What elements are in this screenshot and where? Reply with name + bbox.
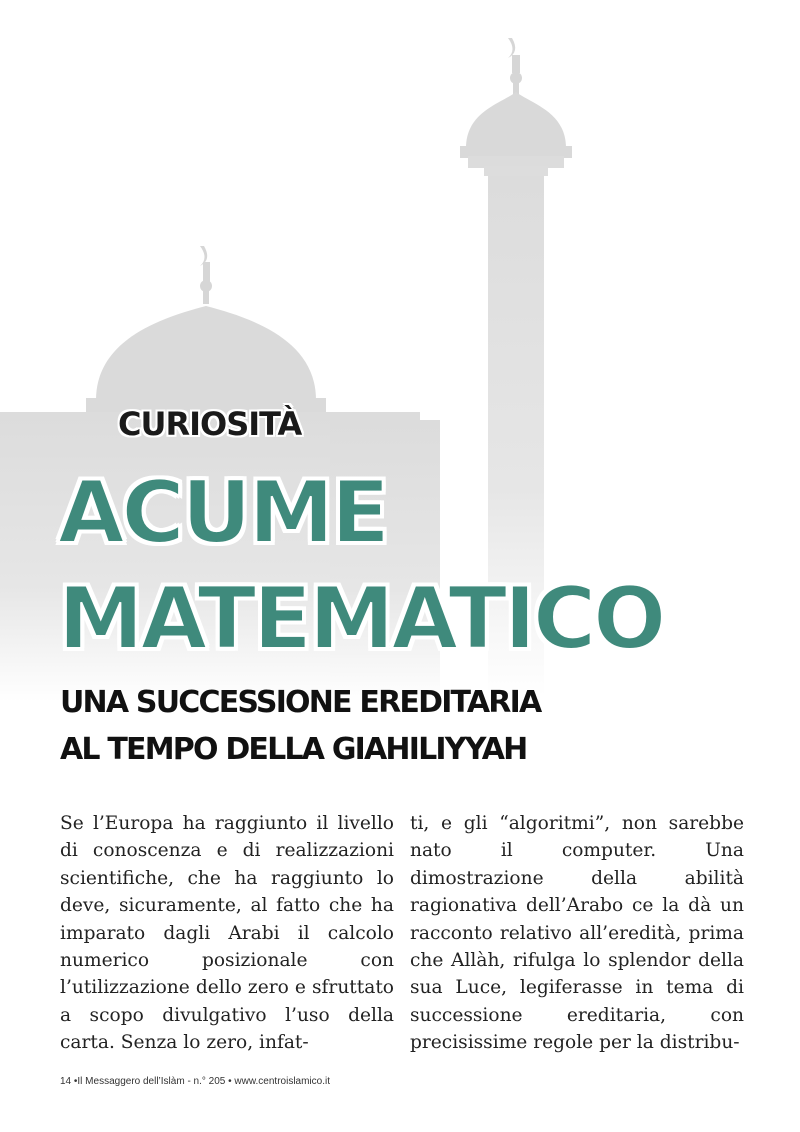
body-paragraph-1: Se l’Europa ha raggiunto il livello di conoscenza e di realizzazioni scientifiche, che ha raggiunto lo deve, sicuramente, al fatto che ha imparato dagli Arabi il calcolo numerico posizionale con l’utilizzazione dello zero e sfruttato a scopo divulgativo l’uso della carta. Senza lo zero, infat-	[60, 813, 394, 1054]
page-footer: 14 •Il Messaggero dell’Islàm - n.° 205 • www.centroislamico.it	[60, 1076, 330, 1087]
article-subtitle-line1: UNA SUCCESSIONE EREDITARIA	[60, 685, 541, 720]
article-title-line2: MATEMATICO	[58, 569, 664, 669]
body-paragraph-2: ti, e gli “algoritmi”, non sarebbe nato il computer. Una dimostrazione della abilità ragionativa dell’Arabo ce la dà un racconto relativo all’eredità, prima che Allàh, rifulga lo splendor della sua Luce, legiferasse in tema di successione ereditaria, con precisissime regole per la distribu-	[410, 813, 744, 1054]
body-column-1	[60, 810, 394, 1057]
article-title-line1: ACUME	[58, 463, 387, 563]
body-column-2	[410, 810, 744, 1057]
section-kicker: CURIOSITÀ	[118, 405, 302, 443]
article-subtitle-line2: AL TEMPO DELLA GIAHILIYYAH	[60, 732, 527, 767]
